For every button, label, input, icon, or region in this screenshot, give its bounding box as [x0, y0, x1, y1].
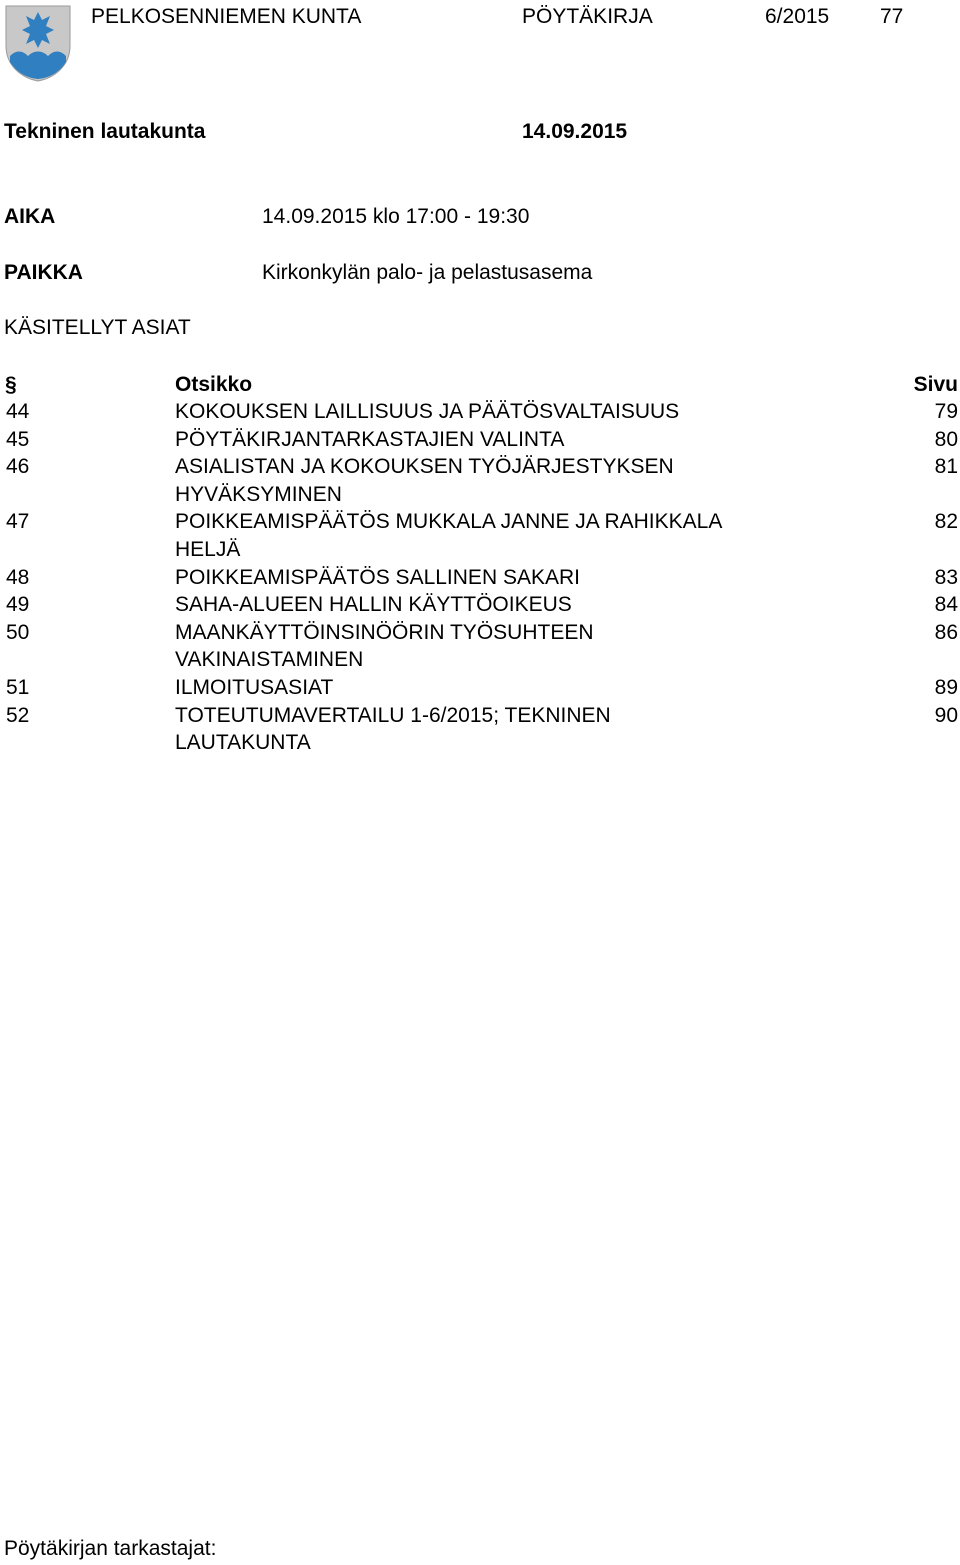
item-number: 45 — [6, 427, 30, 451]
item-title: MAANKÄYTTÖINSINÖÖRIN TYÖSUHTEEN VAKINAISTAMINEN — [175, 620, 594, 672]
time-value: 14.09.2015 klo 17:00 - 19:30 — [262, 205, 530, 228]
item-number: 50 — [6, 620, 30, 644]
table-row — [0, 453, 960, 508]
item-title: ASIALISTAN JA KOKOUKSEN TYÖJÄRJESTYKSEN HYVÄKSYMINEN — [175, 455, 674, 506]
title-header: Otsikko — [175, 373, 253, 396]
item-title: POIKKEAMISPÄÄTÖS SALLINEN SAKARI — [175, 565, 580, 589]
item-title: POIKKEAMISPÄÄTÖS MUKKALA JANNE JA RAHIKKALA HELJÄ — [175, 510, 722, 561]
item-page: 80 — [934, 427, 958, 451]
item-number: 47 — [6, 510, 30, 534]
table-row — [0, 591, 960, 619]
table-row — [0, 702, 960, 757]
item-title: KOKOUKSEN LAILLISUUS JA PÄÄTÖSVALTAISUUS — [175, 400, 680, 423]
board-date: 14.09.2015 — [522, 120, 628, 143]
item-page: 90 — [934, 703, 958, 727]
item-title: TOTEUTUMAVERTAILU 1-6/2015; TEKNINEN LAUTAKUNTA — [175, 703, 611, 755]
document-number: 6/2015 — [765, 5, 830, 28]
table-row — [0, 619, 960, 674]
page-header: Sivu — [913, 373, 958, 396]
item-number: 49 — [6, 593, 30, 617]
item-page: 79 — [934, 400, 958, 423]
item-number: 52 — [6, 703, 30, 727]
item-page: 84 — [934, 593, 958, 617]
item-page: 81 — [934, 455, 958, 479]
agenda-table — [0, 371, 960, 757]
municipality-name: PELKOSENNIEMEN KUNTA — [91, 5, 362, 28]
item-number: 51 — [6, 675, 30, 699]
table-row — [0, 674, 960, 702]
place-label: PAIKKA — [4, 261, 83, 284]
table-row — [0, 398, 960, 426]
item-page: 89 — [934, 675, 958, 699]
item-number: 46 — [6, 455, 30, 479]
reviewers-label: Pöytäkirjan tarkastajat: — [4, 1537, 217, 1560]
table-row — [0, 426, 960, 454]
page-number: 77 — [880, 5, 904, 28]
document-type: PÖYTÄKIRJA — [522, 5, 653, 28]
time-label: AIKA — [4, 205, 56, 228]
coat-of-arms-icon — [4, 4, 72, 82]
item-page: 83 — [934, 565, 958, 589]
items-heading: KÄSITELLYT ASIAT — [4, 316, 191, 339]
place-value: Kirkonkylän palo- ja pelastusasema — [262, 261, 593, 284]
board-name: Tekninen lautakunta — [4, 120, 206, 143]
item-number: 44 — [6, 400, 30, 423]
item-title: SAHA-ALUEEN HALLIN KÄYTTÖOIKEUS — [175, 593, 572, 617]
item-page: 86 — [934, 620, 958, 644]
item-page: 82 — [934, 510, 958, 534]
item-title: PÖYTÄKIRJANTARKASTAJIEN VALINTA — [175, 427, 565, 451]
item-title: ILMOITUSASIAT — [175, 675, 334, 699]
item-number: 48 — [6, 565, 30, 589]
agenda-rows — [0, 398, 960, 757]
agenda-table-header — [0, 371, 960, 398]
table-row — [0, 564, 960, 592]
table-row — [0, 508, 960, 563]
section-sign-header: § — [5, 373, 17, 396]
